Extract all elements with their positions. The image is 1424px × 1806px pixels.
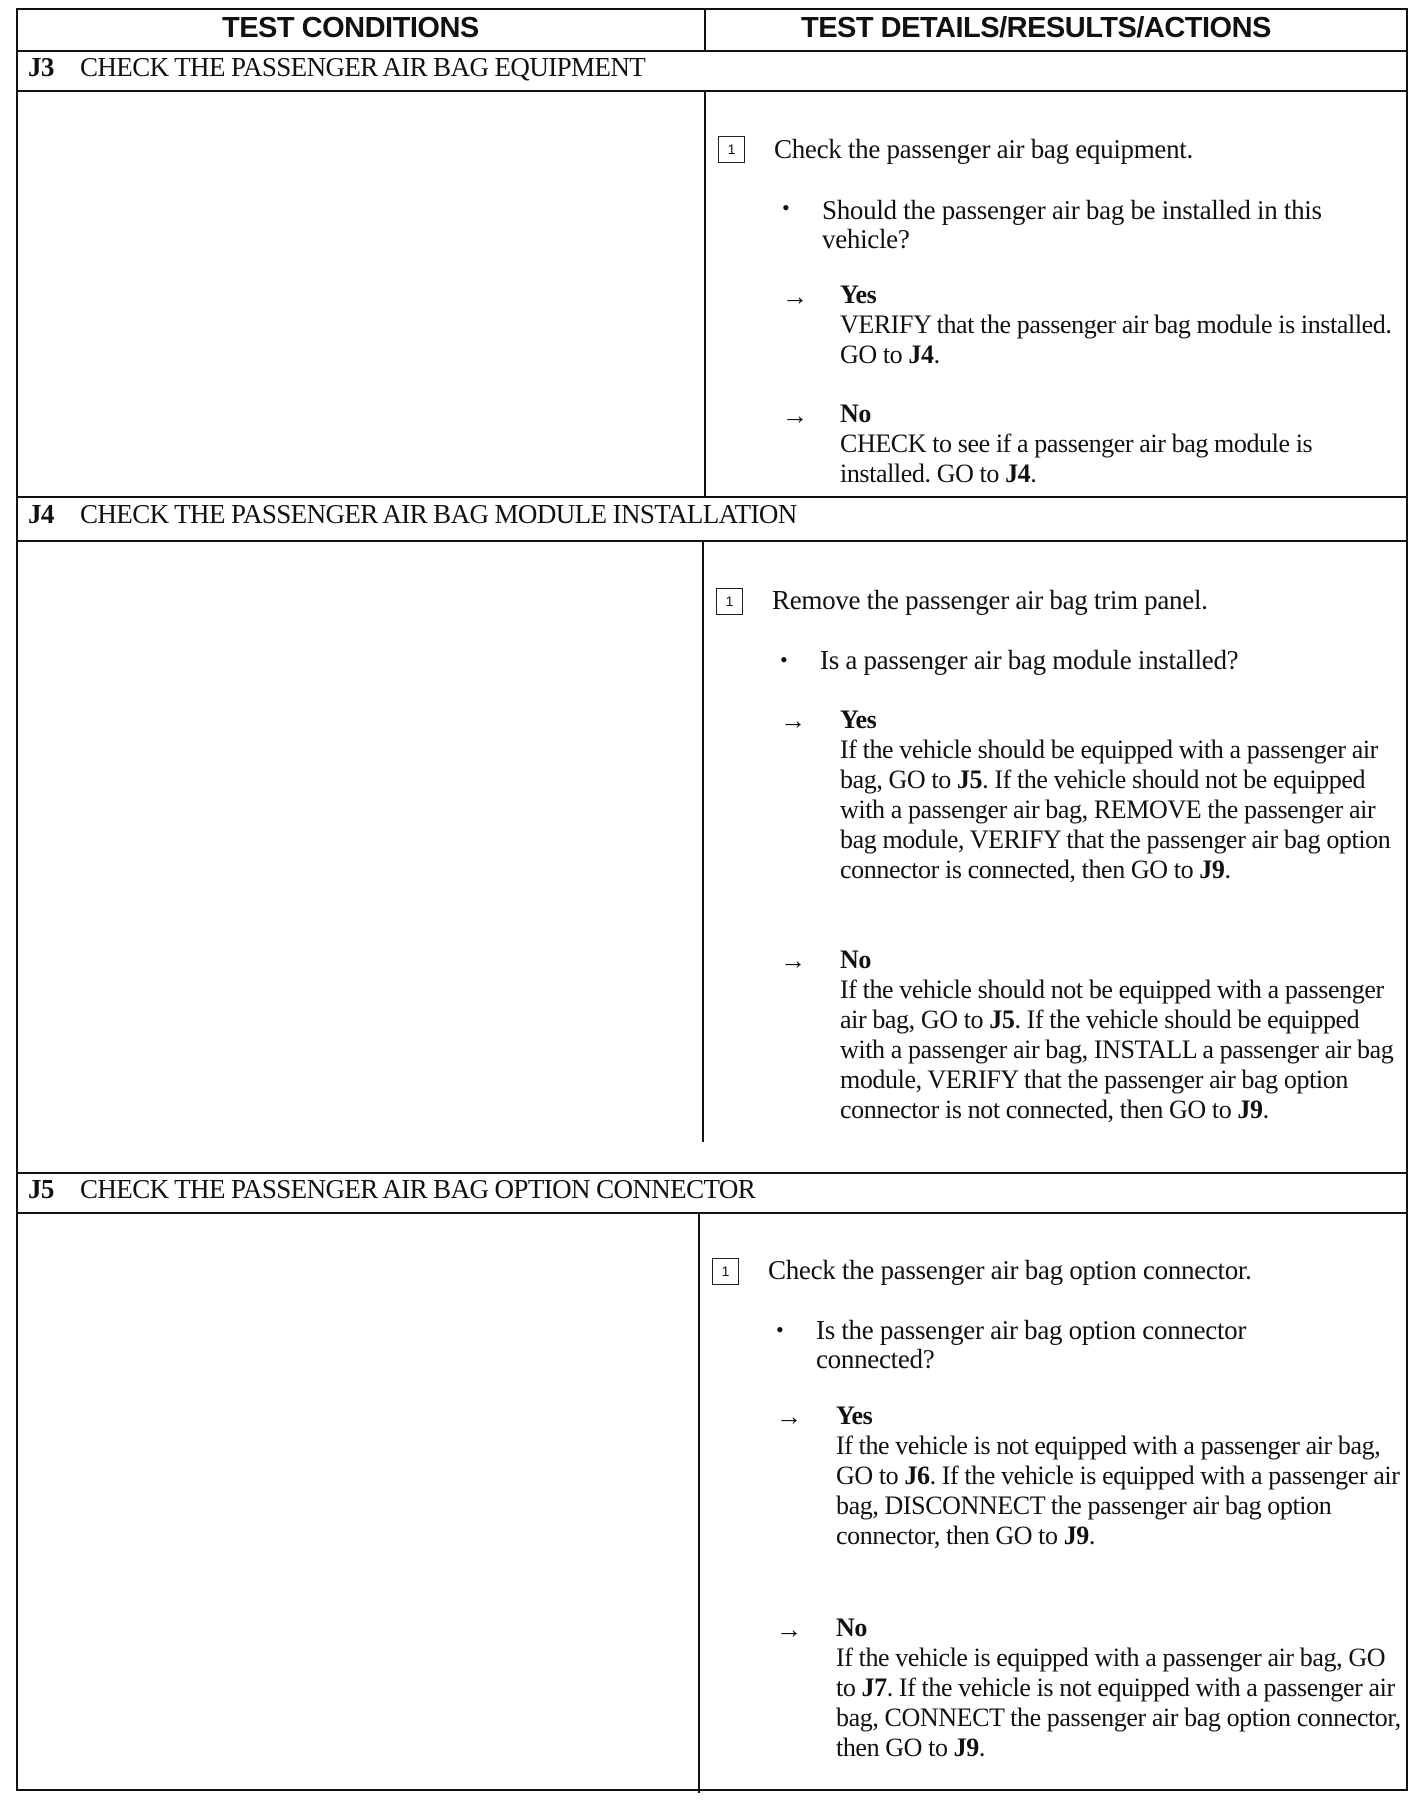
arrow-right-icon: → [782,282,808,311]
step-text: Check the passenger air bag equipment. [774,134,1193,164]
yes-label: Yes [840,705,877,734]
bullet-icon: • [780,647,788,672]
step-number-box: 1 [716,588,743,615]
no-label: No [836,1613,867,1642]
arrow-right-icon: → [776,1615,802,1644]
column-divider [702,540,704,1142]
no-text: If the vehicle should not be equipped with a passenger air bag, GO to J5. If the vehicle should be equipped with a passenger air bag, INSTALL a passenger air bag module, VERIFY that the passenger air bag option connector is not connected, then GO to J9. [840,975,1394,1124]
yes-result [840,280,1408,370]
header-test-conditions: TEST CONDITIONS [222,12,479,44]
arrow-right-icon: → [776,1402,802,1431]
section-title-j4 [28,499,797,530]
no-result [840,945,1408,1125]
yes-label: Yes [840,280,877,309]
yes-result [840,705,1408,885]
yes-text: VERIFY that the passenger air bag module is installed. GO to J4. [840,310,1392,369]
column-divider [698,1212,700,1793]
section-id: J5 [28,1174,54,1204]
step-text: Check the passenger air bag option connector. [768,1255,1252,1285]
yes-text: If the vehicle is not equipped with a passenger air bag, GO to J6. If the vehicle is equipped with a passenger air bag, DISCONNECT the passenger air bag option connector, then GO to J9. [836,1431,1400,1550]
no-label: No [840,945,871,974]
divider [18,540,1406,542]
arrow-right-icon: → [780,706,806,735]
no-text: If the vehicle is equipped with a passenger air bag, GO to J7. If the vehicle is not equipped with a passenger air bag, CONNECT the passenger air bag option connector, then GO to J9. [836,1643,1401,1762]
bullet-icon: • [776,1317,784,1342]
question-text: Is a passenger air bag module installed? [820,645,1239,675]
yes-label: Yes [836,1401,873,1430]
header-divider [704,10,706,50]
section-id: J4 [28,499,54,529]
section-title-j5 [28,1174,755,1205]
header-test-details: TEST DETAILS/RESULTS/ACTIONS [801,12,1271,44]
divider [18,1212,1406,1214]
section-id: J3 [28,52,54,82]
section-title-text: CHECK THE PASSENGER AIR BAG EQUIPMENT [80,52,646,82]
question-text: Is the passenger air bag option connector connected? [816,1315,1247,1374]
no-text: CHECK to see if a passenger air bag module is installed. GO to J4. [840,429,1313,488]
bullet-icon: • [782,195,790,220]
question-text: Should the passenger air bag be installed in this vehicle? [822,195,1322,254]
arrow-right-icon: → [780,946,806,975]
divider [18,496,1406,498]
table-header [18,10,1406,52]
no-result [840,399,1408,489]
diagnostic-table [16,8,1408,1791]
arrow-right-icon: → [782,401,808,430]
step-number-box: 1 [712,1258,739,1285]
no-result [836,1613,1406,1763]
yes-text: If the vehicle should be equipped with a passenger air bag, GO to J5. If the vehicle should not be equipped with a passenger air bag, REMOVE the passenger air bag module, VERIFY that the passenger air bag option connector is connected, then GO to J9. [840,735,1391,884]
section-title-text: CHECK THE PASSENGER AIR BAG MODULE INSTALLATION [80,499,797,529]
step-text: Remove the passenger air bag trim panel. [772,585,1208,615]
no-label: No [840,399,871,428]
step-number-box: 1 [718,136,745,163]
divider [18,90,1406,92]
column-divider [704,90,706,496]
yes-result [836,1401,1406,1551]
section-title-j3 [28,52,645,83]
section-title-text: CHECK THE PASSENGER AIR BAG OPTION CONNECTOR [80,1174,756,1204]
